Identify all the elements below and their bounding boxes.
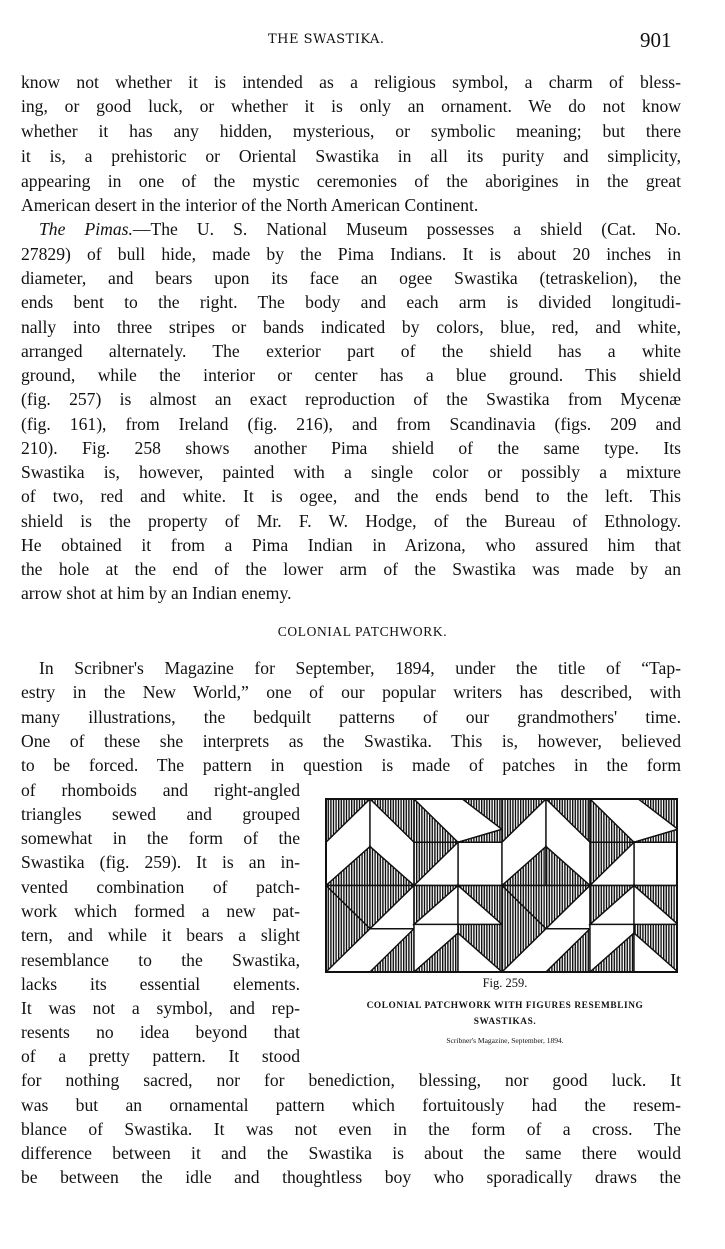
text-line: (fig. 257) is almost an exact reproduction of the Swastika from Mycenæ	[21, 389, 681, 409]
text-line	[39, 218, 681, 240]
text-line: resemblance to the Swastika,	[21, 950, 300, 970]
text-line: be between the idle and thoughtless boy who sporadically draws the	[21, 1167, 681, 1187]
figure-label: Fig. 259.	[482, 976, 528, 990]
text-line: One of these she interprets as the Swastika. This is, however, believed	[21, 731, 681, 751]
text-line: tern, and while it bears a slight	[21, 925, 300, 945]
text-line: it is, a prehistoric or Oriental Swastika in all its purity and simplicity,	[21, 146, 681, 166]
text-line: 27829) of bull hide, made by the Pima Indians. It is about 20 inches in	[21, 244, 681, 264]
figure-caption	[310, 998, 700, 1030]
text-line: of rhomboids and right-angled	[21, 780, 300, 800]
text-line: It was not a symbol, and rep-	[21, 998, 300, 1018]
figure-credit: Scribner's Magazine, September, 1894.	[446, 1036, 564, 1045]
text-line: arrow shot at him by an Indian enemy.	[21, 583, 292, 603]
patchwork-tiles	[326, 799, 678, 972]
text-line: Swastika (fig. 259). It is an in-	[21, 852, 300, 872]
section-heading: COLONIAL PATCHWORK.	[277, 624, 448, 639]
text-line: whether it has any hidden, mysterious, or symbolic meaning; but there	[21, 121, 681, 141]
text-line: somewhat in the form of the	[21, 828, 300, 848]
text-line: for nothing sacred, nor for benediction, blessing, nor good luck. It	[21, 1070, 681, 1090]
text-line: of two, red and white. It is ogee, and the ends bend to the left. This	[21, 486, 681, 506]
text-line: the hole at the end of the lower arm of the Swastika was made by an	[21, 559, 681, 579]
text-line: diameter, and bears upon its face an ogee Swastika (tetraskelion), the	[21, 268, 681, 288]
text-line: (fig. 161), from Ireland (fig. 216), and from Scandinavia (figs. 209 and	[21, 414, 681, 434]
figure-caption-line: SWASTIKAS.	[473, 1017, 537, 1027]
text-line: 210). Fig. 258 shows another Pima shield of the same type. Its	[21, 438, 681, 458]
text-line: ing, or good luck, or whether it is only an ornament. We do not know	[21, 96, 681, 116]
text-line: vented combination of patch-	[21, 877, 300, 897]
text-line: resents no idea beyond that	[21, 1022, 300, 1042]
text-line: lacks its essential elements.	[21, 974, 300, 994]
text-line: to be forced. The pattern in question is made of patches in the form	[21, 755, 681, 775]
text-line: triangles sewed and grouped	[21, 804, 300, 824]
patchwork-illustration	[325, 798, 678, 973]
text-line: blance of Swastika. It was not even in the form of a cross. The	[21, 1119, 681, 1139]
text-line: In Scribner's Magazine for September, 1894, under the title of “Tap-	[39, 658, 681, 678]
text-line: ground, while the interior or center has a blue ground. This shield	[21, 365, 681, 385]
text-line: estry in the New World,” one of our popular writers has described, with	[21, 682, 681, 702]
text-line: American desert in the interior of the North American Continent.	[21, 195, 479, 215]
run-in-heading: The Pimas.	[39, 219, 133, 239]
figure-caption-line: COLONIAL PATCHWORK WITH FIGURES RESEMBLING	[366, 1001, 644, 1011]
text-line: know not whether it is intended as a religious symbol, a charm of bless-	[21, 72, 681, 92]
text-line: work which formed a new pat-	[21, 901, 300, 921]
text-line: nally into three stripes or bands indicated by colors, blue, red, and white,	[21, 317, 681, 337]
text-line: of a pretty pattern. It stood	[21, 1046, 300, 1066]
text-line: was but an ornamental pattern which fortuitously had the resem-	[21, 1095, 681, 1115]
page-number: 901	[640, 28, 672, 52]
text-line: Swastika is, however, painted with a single color or possibly a mixture	[21, 462, 681, 482]
text-line: shield is the property of Mr. F. W. Hodge, of the Bureau of Ethnology.	[21, 511, 681, 531]
running-head	[0, 28, 725, 52]
text-line: ends bent to the right. The body and each arm is divided longitudi-	[21, 292, 681, 312]
text-line: He obtained it from a Pima Indian in Arizona, who assured him that	[21, 535, 681, 555]
text-line: many illustrations, the bedquilt patterns of our grandmothers' time.	[21, 707, 681, 727]
text-run: —The U. S. National Museum possesses a shield (Cat. No.	[132, 219, 681, 239]
text-line: difference between it and the Swastika is about the same there would	[21, 1143, 681, 1163]
text-line: appearing in one of the mystic ceremonies of the aborigines in the great	[21, 171, 681, 191]
running-title: THE SWASTIKA.	[268, 32, 385, 47]
text-line: arranged alternately. The exterior part of the shield has a white	[21, 341, 681, 361]
